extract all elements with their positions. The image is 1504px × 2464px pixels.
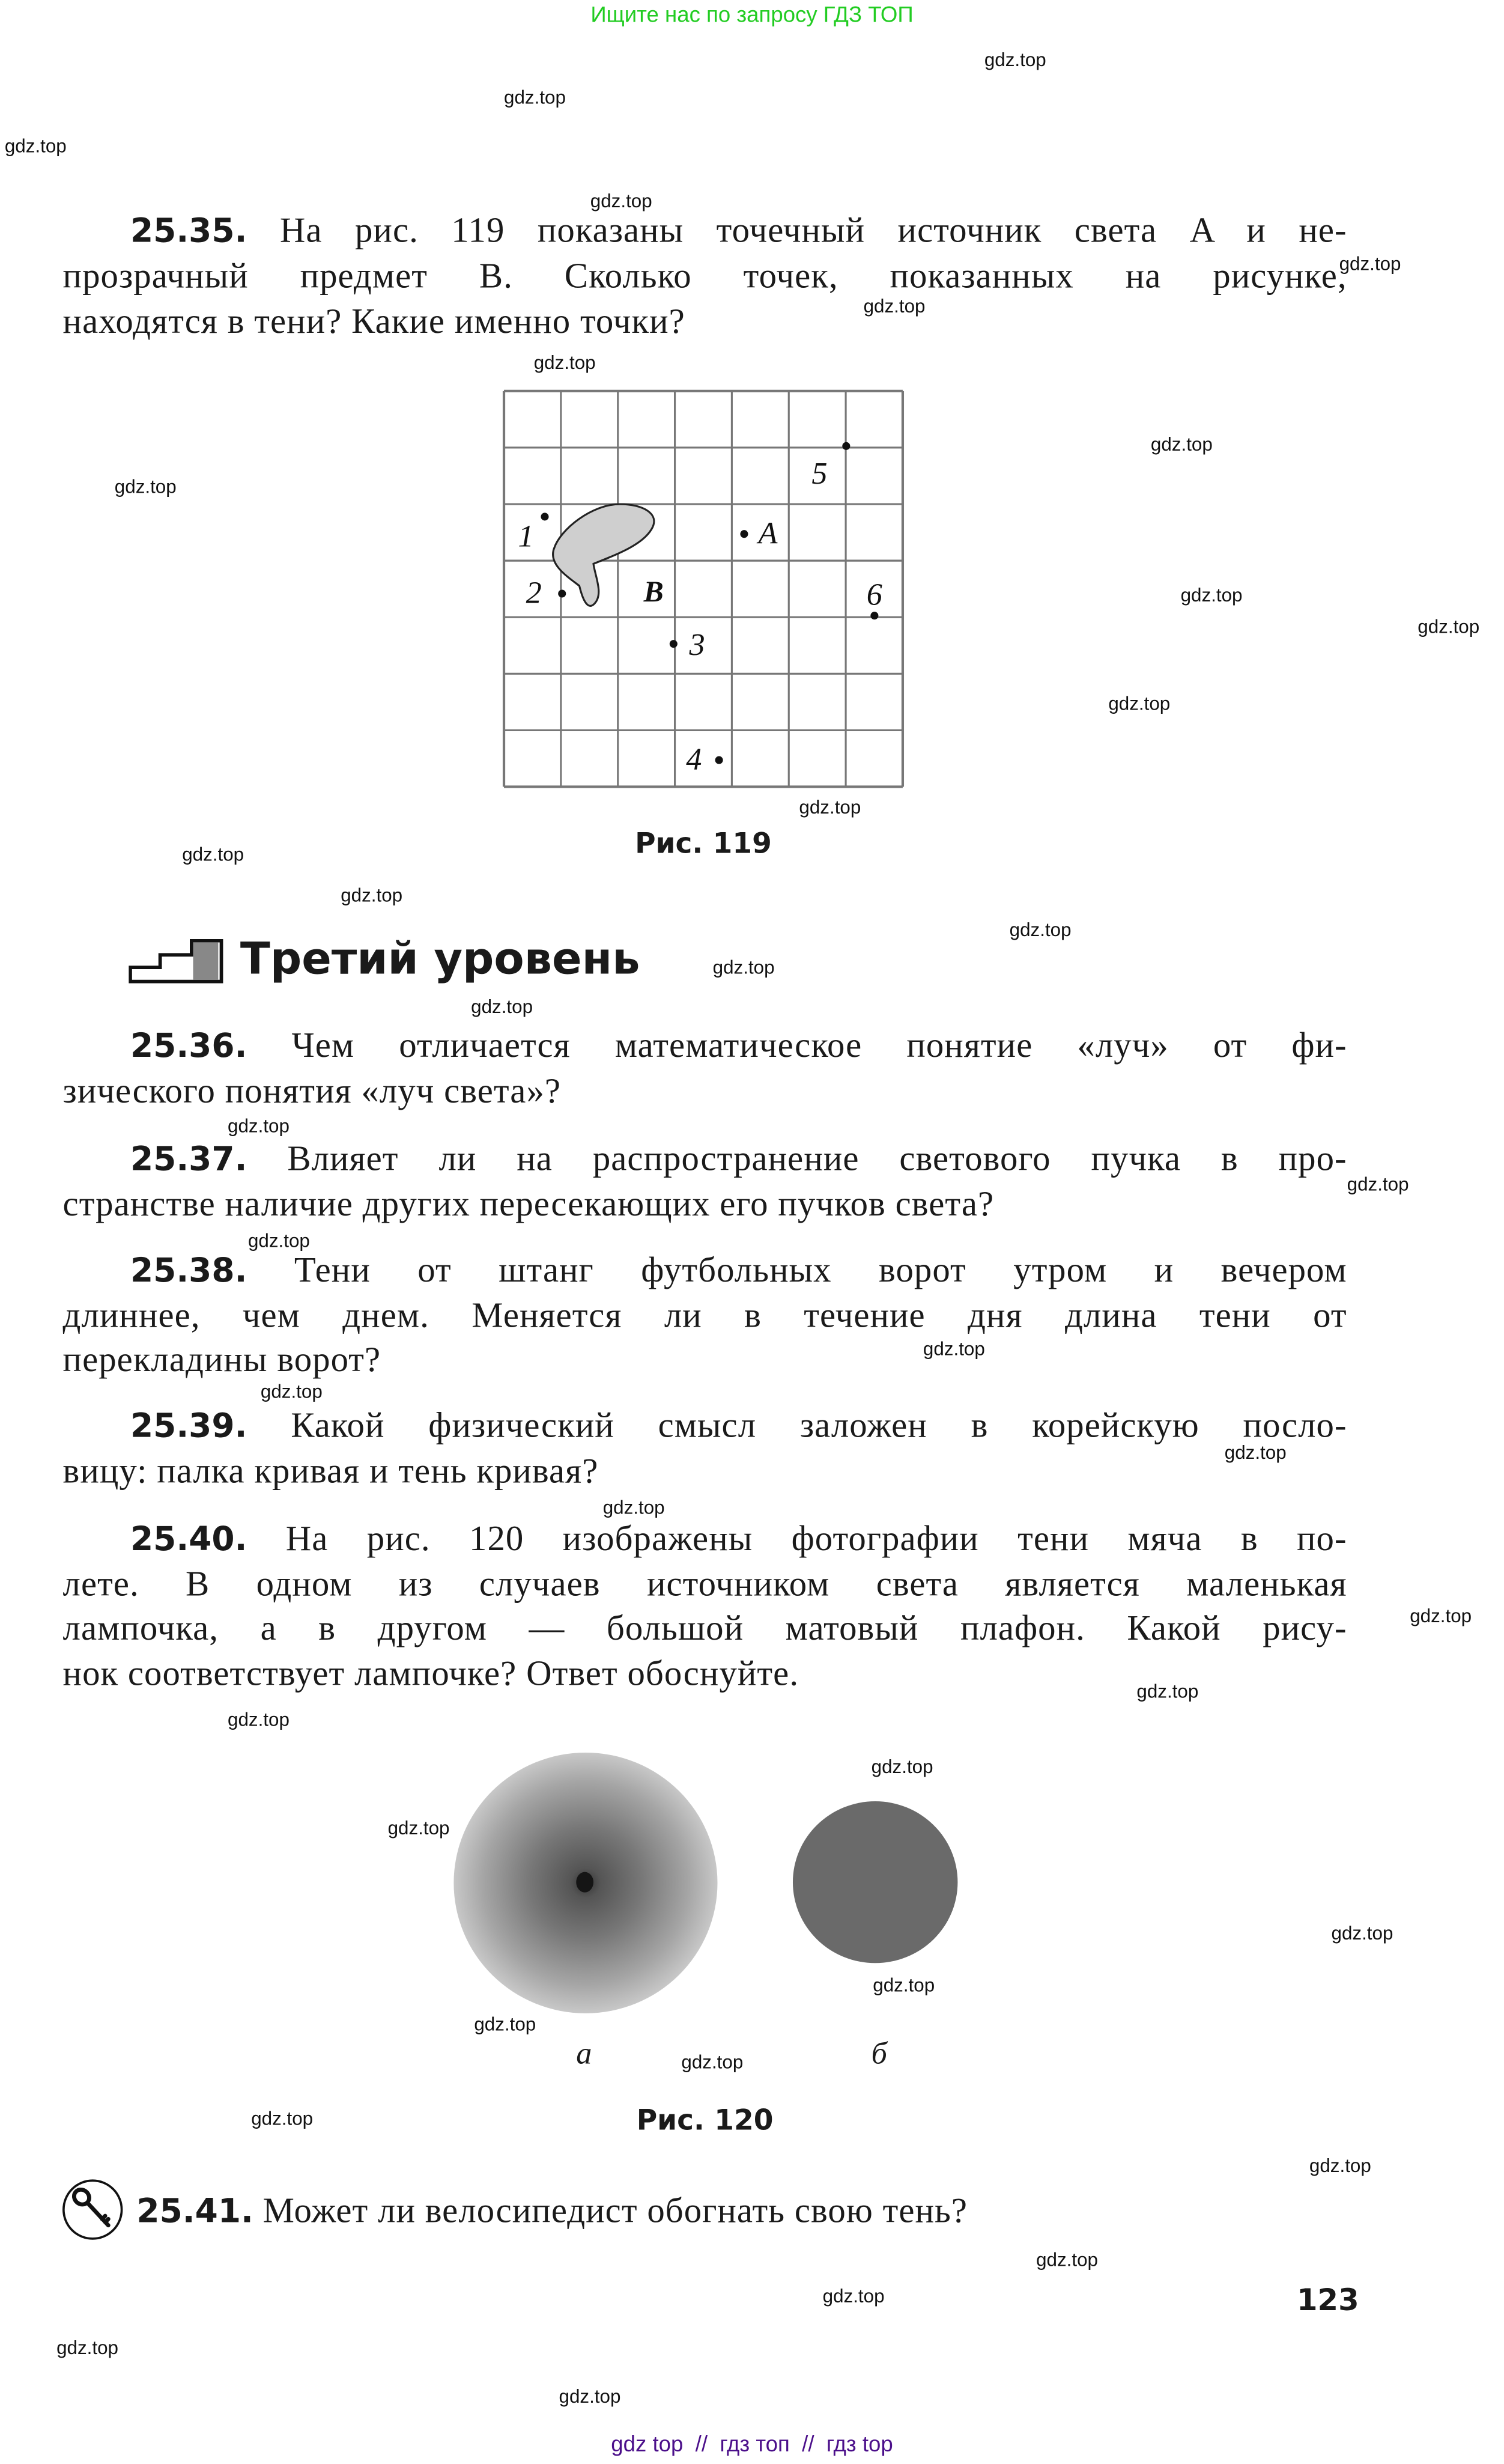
watermark: gdz.top [1331,1922,1393,1944]
blurred-ball-shadow-a [453,1753,717,2013]
problem-25-38-line [130,1249,1347,1292]
watermark: gdz.top [799,796,861,818]
watermark: gdz.top [681,2051,744,2073]
watermark: gdz.top [1108,692,1171,715]
problem-25-41-line [136,2189,968,2233]
watermark: gdz.top [387,1817,450,1839]
label-4: 4 [686,741,702,777]
label-5: 5 [811,456,828,491]
problem-number: 25.37. [130,1140,247,1178]
problem-25-40-line: лете. В одном из случаев источником света является маленькая [62,1564,1347,1604]
problem-text: Тени от штанг футбольных ворот утром и вечером [294,1250,1347,1289]
figure-120-label-b: б [871,2037,887,2072]
watermark: gdz.top [1347,1173,1409,1196]
problem-number: 25.36. [130,1027,247,1065]
grid-lines [504,391,903,787]
problem-25-35-line: находятся в тени? Какие именно точки? [62,301,685,341]
watermark: gdz.top [56,2337,119,2359]
point-2 [558,589,566,597]
watermark: gdz.top [873,1974,935,1997]
label-b: B [643,575,664,609]
label-3: 3 [689,627,705,662]
watermark: gdz.top [1309,2155,1371,2177]
label-6: 6 [866,577,882,612]
watermark: gdz.top [1418,615,1480,638]
problem-25-40-line: нок соответствует лампочке? Ответ обоснуйте. [62,1653,799,1693]
problem-text: На рис. 120 изображены фотографии тени мяча в по- [285,1518,1347,1558]
watermark: gdz.top [182,843,244,866]
point-1 [541,513,548,520]
problem-25-40-line: лампочка, а в другом — большой матовый плафон. Какой рису- [62,1608,1347,1647]
watermark: gdz.top [114,475,177,498]
label-a: A [758,516,778,551]
watermark: gdz.top [4,135,67,157]
watermark: gdz.top [712,956,775,979]
watermark: gdz.top [1036,2248,1099,2271]
opaque-object-b [553,504,654,606]
problem-25-39-line [130,1404,1347,1448]
figure-119-grid [499,386,911,795]
watermark: gdz.top [1150,433,1213,456]
point-4 [715,756,723,764]
bottom-banner[interactable]: gdz top // гдз топ // гдз top [611,2431,893,2456]
stairs-level-icon [129,939,226,986]
watermark: gdz.top [1339,252,1401,275]
watermark: gdz.top [341,884,403,907]
figure-120-label-a: а [576,2037,592,2072]
watermark: gdz.top [602,1496,665,1519]
figure-119-caption: Рис. 119 [635,827,772,861]
watermark: gdz.top [923,1337,985,1360]
page-number: 123 [1296,2283,1359,2318]
problem-25-37-line: странстве наличие других пересекающих его пучков света? [62,1184,995,1224]
problem-25-35-line [130,209,1347,253]
problem-25-38-line: длиннее, чем днем. Меняется ли в течение дня длина тени от [62,1295,1347,1335]
problem-25-37-line [130,1137,1347,1181]
problem-25-35-line: прозрачный предмет B. Сколько точек, показанных на рисунке, [62,256,1347,296]
watermark: gdz.top [228,1708,290,1731]
label-2: 2 [526,575,542,610]
sharp-ball-shadow-b [793,1801,957,1963]
problem-number: 25.39. [130,1407,247,1445]
watermark: gdz.top [559,2385,621,2408]
watermark: gdz.top [863,295,926,317]
problem-text: Влияет ли на распространение светового пучка в про- [287,1139,1347,1178]
watermark: gdz.top [474,2013,536,2036]
problem-number: 25.35. [130,211,247,250]
watermark: gdz.top [260,1380,323,1403]
watermark: gdz.top [247,1229,310,1252]
problem-number: 25.38. [130,1252,247,1289]
problem-number: 25.40. [130,1520,247,1558]
point-3 [670,640,678,648]
watermark: gdz.top [590,190,652,212]
problem-25-36-line: зического понятия «луч света»? [62,1071,562,1110]
watermark: gdz.top [251,2107,314,2130]
problem-number: 25.41. [136,2192,253,2230]
problem-25-36-line [130,1024,1347,1068]
figure-120-caption: Рис. 120 [636,2104,774,2138]
watermark: gdz.top [471,996,533,1018]
watermark: gdz.top [533,351,596,374]
point-6 [870,612,878,619]
problem-text: На рис. 119 показаны точечный источник света A и не- [279,210,1347,250]
problem-text: Может ли велосипедист обогнать свою тень? [262,2191,968,2230]
problem-text: Чем отличается математическое понятие «луч» от фи- [291,1025,1347,1065]
label-1: 1 [518,519,534,554]
point-5 [842,442,850,450]
watermark: gdz.top [871,1756,933,1778]
watermark: gdz.top [984,49,1046,71]
top-banner[interactable]: Ищите нас по запросу ГДЗ ТОП [590,1,914,27]
key-icon [61,2178,124,2241]
watermark: gdz.top [504,86,566,109]
problem-25-40-line [130,1517,1347,1561]
light-source-a [740,530,748,538]
watermark: gdz.top [1224,1441,1287,1464]
problem-25-38-line: перекладины ворот? [62,1339,381,1379]
problem-25-39-line: вицу: палка кривая и тень кривая? [62,1451,599,1491]
shadow-core [576,1872,593,1893]
watermark: gdz.top [1009,919,1072,941]
problem-text: Какой физический смысл заложен в корейскую посло- [291,1405,1347,1445]
watermark: gdz.top [1180,584,1243,606]
watermark: gdz.top [1410,1605,1472,1627]
section-heading: Третий уровень [240,932,640,985]
watermark: gdz.top [822,2285,885,2307]
watermark: gdz.top [228,1115,290,1137]
watermark: gdz.top [1136,1680,1199,1703]
